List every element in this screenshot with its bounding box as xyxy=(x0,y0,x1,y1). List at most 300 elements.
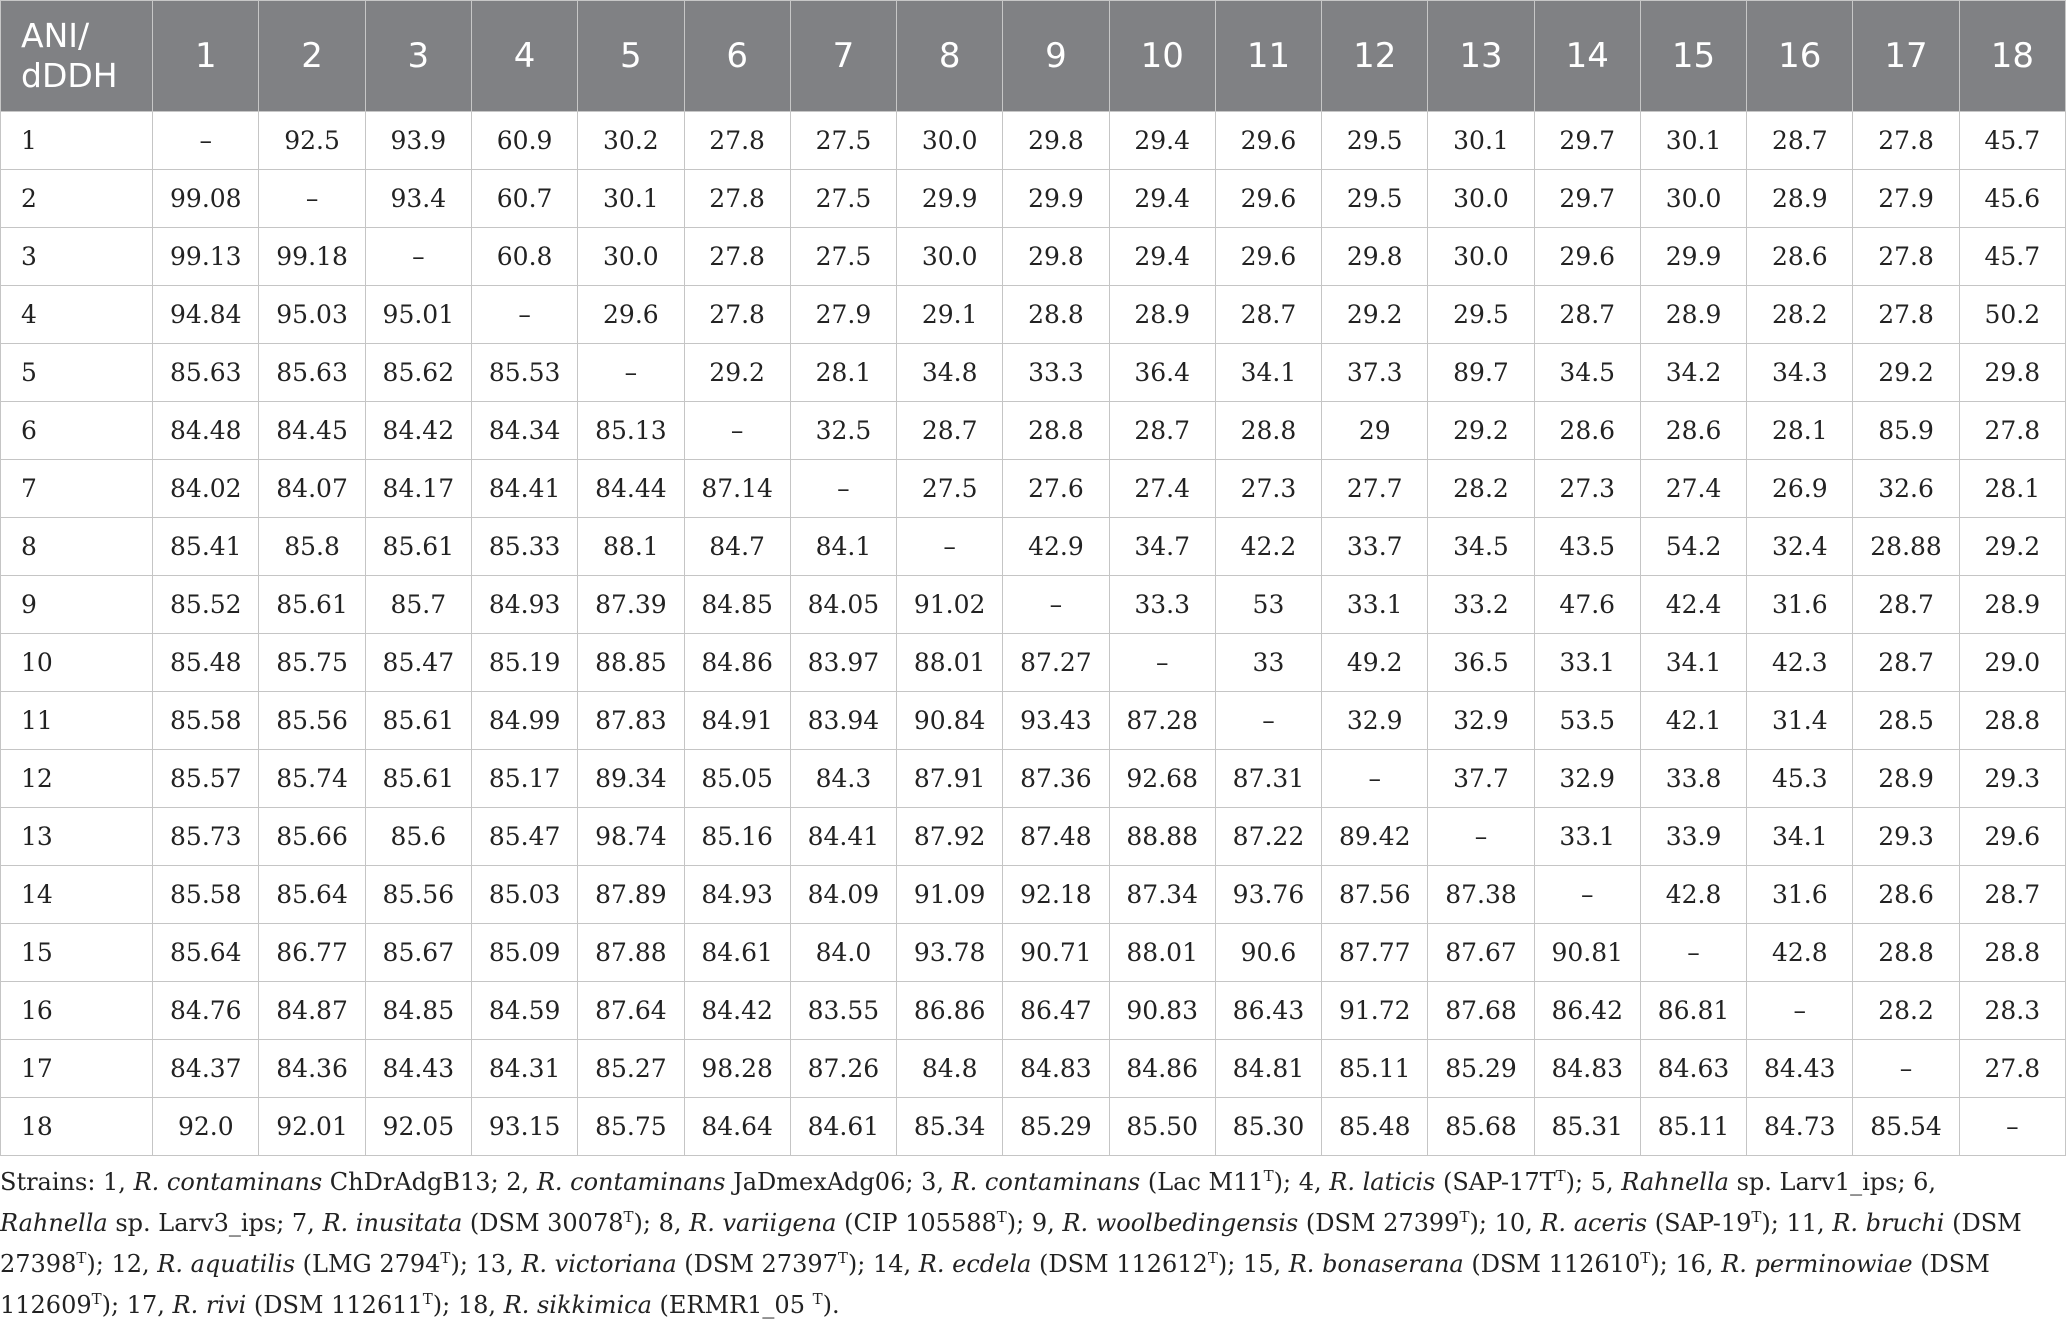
table-cell: 86.81 xyxy=(1640,982,1746,1040)
table-cell: 84.63 xyxy=(1640,1040,1746,1098)
table-cell: 29.4 xyxy=(1109,228,1215,286)
table-cell: 27.8 xyxy=(1853,286,1959,344)
table-cell: 84.93 xyxy=(684,866,790,924)
corner-header-line: ANI/ xyxy=(21,16,90,55)
strain-species: R. inusitata xyxy=(322,1209,463,1237)
table-cell: 60.9 xyxy=(471,112,577,170)
strain-id: (DSM 27398 xyxy=(0,1209,2022,1278)
table-cell: 36.4 xyxy=(1109,344,1215,402)
table-cell: 28.9 xyxy=(1640,286,1746,344)
table-cell: 45.7 xyxy=(1959,228,2065,286)
table-cell: 85.75 xyxy=(259,634,365,692)
table-row xyxy=(1,1098,2066,1156)
table-cell: 31.6 xyxy=(1747,576,1853,634)
table-cell: – xyxy=(1534,866,1640,924)
table-cell: 85.09 xyxy=(471,924,577,982)
column-header: 1 xyxy=(153,1,259,112)
table-cell: 95.03 xyxy=(259,286,365,344)
footnote-strain: 18, R. sikkimica (ERMR1_05 $^T$) xyxy=(457,1290,832,1319)
table-row xyxy=(1,750,2066,808)
strain-id: sp. Larv1_ips xyxy=(1728,1168,1898,1196)
table-cell: 84.1 xyxy=(790,518,896,576)
table-cell: 91.72 xyxy=(1322,982,1428,1040)
table-cell: 85.29 xyxy=(1428,1040,1534,1098)
table-cell: 85.62 xyxy=(365,344,471,402)
table-row xyxy=(1,866,2066,924)
strain-species: R. variigena xyxy=(689,1209,837,1237)
table-cell: 93.9 xyxy=(365,112,471,170)
table-cell: 84.99 xyxy=(471,692,577,750)
table-cell: 27.8 xyxy=(684,228,790,286)
table-cell: 29.8 xyxy=(1322,228,1428,286)
footnote-strain: 16, R. perminowiae (DSM $112609^T$) xyxy=(0,1250,1990,1319)
table-cell: 84.8 xyxy=(897,1040,1003,1098)
table-cell: 85.7 xyxy=(365,576,471,634)
table-cell: 85.03 xyxy=(471,866,577,924)
table-row xyxy=(1,460,2066,518)
column-header: 16 xyxy=(1747,1,1853,112)
strain-id: (DSM 27399 xyxy=(1298,1209,1460,1237)
table-cell: 99.13 xyxy=(153,228,259,286)
corner-header-line: dDDH xyxy=(21,56,118,95)
table-cell: 86.43 xyxy=(1215,982,1321,1040)
table-cell: 85.13 xyxy=(578,402,684,460)
strain-id: JaDmexAdg06 xyxy=(725,1168,906,1196)
strain-species: Rahnella xyxy=(0,1209,108,1237)
table-cell: 28.2 xyxy=(1853,982,1959,1040)
table-cell: 28.9 xyxy=(1747,170,1853,228)
table-row xyxy=(1,286,2066,344)
type-strain-mark: T xyxy=(91,1290,102,1308)
strain-number: 3, xyxy=(921,1168,952,1196)
table-cell: 85.63 xyxy=(259,344,365,402)
table-cell: 29.7 xyxy=(1534,112,1640,170)
header-row xyxy=(1,1,2066,112)
column-header: 3 xyxy=(365,1,471,112)
row-label: 10 xyxy=(1,634,153,692)
table-cell: 90.6 xyxy=(1215,924,1321,982)
table-cell: 29.9 xyxy=(1003,170,1109,228)
table-cell: 85.66 xyxy=(259,808,365,866)
table-cell: 29 xyxy=(1322,402,1428,460)
table-cell: 29.5 xyxy=(1322,170,1428,228)
strain-number: 2, xyxy=(506,1168,537,1196)
table-cell: 84.36 xyxy=(259,1040,365,1098)
table-cell: – xyxy=(1215,692,1321,750)
table-cell: 27.8 xyxy=(684,112,790,170)
table-cell: 86.47 xyxy=(1003,982,1109,1040)
table-cell: 90.83 xyxy=(1109,982,1215,1040)
table-cell: 27.9 xyxy=(790,286,896,344)
table-cell: 85.19 xyxy=(471,634,577,692)
table-cell: 84.7 xyxy=(684,518,790,576)
table-cell: 29.3 xyxy=(1959,750,2065,808)
table-cell: 29.6 xyxy=(1215,112,1321,170)
table-cell: 85.61 xyxy=(365,518,471,576)
table-cell: 60.7 xyxy=(471,170,577,228)
table-cell: – xyxy=(1428,808,1534,866)
table-cell: 26.9 xyxy=(1747,460,1853,518)
strain-species: R. aceris xyxy=(1540,1209,1648,1237)
table-cell: 28.9 xyxy=(1959,576,2065,634)
row-label: 6 xyxy=(1,402,153,460)
table-cell: 45.6 xyxy=(1959,170,2065,228)
row-label: 4 xyxy=(1,286,153,344)
table-cell: 27.9 xyxy=(1853,170,1959,228)
table-cell: 87.68 xyxy=(1428,982,1534,1040)
table-row xyxy=(1,634,2066,692)
strain-id: (DSM 27397 xyxy=(676,1250,838,1278)
strain-number: 11, xyxy=(1786,1209,1833,1237)
table-cell: 84.07 xyxy=(259,460,365,518)
table-cell: 84.81 xyxy=(1215,1040,1321,1098)
table-cell: 84.43 xyxy=(1747,1040,1853,1098)
table-cell: 42.4 xyxy=(1640,576,1746,634)
table-cell: 28.88 xyxy=(1853,518,1959,576)
strain-number: 13, xyxy=(475,1250,522,1278)
strain-species: R. aquatilis xyxy=(157,1250,296,1278)
strain-species: R. rivi xyxy=(172,1291,247,1319)
table-cell: 84.86 xyxy=(1109,1040,1215,1098)
table-cell: 28.1 xyxy=(790,344,896,402)
table-row xyxy=(1,112,2066,170)
strain-number: 18, xyxy=(457,1291,504,1319)
table-cell: – xyxy=(578,344,684,402)
table-cell: 28.6 xyxy=(1640,402,1746,460)
table-cell: 32.9 xyxy=(1428,692,1534,750)
table-cell: 84.0 xyxy=(790,924,896,982)
table-cell: 33.3 xyxy=(1003,344,1109,402)
table-cell: 34.1 xyxy=(1640,634,1746,692)
table-cell: 29.9 xyxy=(1640,228,1746,286)
table-cell: 30.1 xyxy=(578,170,684,228)
table-cell: 28.8 xyxy=(1003,286,1109,344)
table-cell: 98.74 xyxy=(578,808,684,866)
table-cell: 30.1 xyxy=(1428,112,1534,170)
table-cell: 85.56 xyxy=(259,692,365,750)
table-cell: 29.8 xyxy=(1003,228,1109,286)
table-cell: 42.8 xyxy=(1747,924,1853,982)
column-header: 5 xyxy=(578,1,684,112)
table-cell: 29.1 xyxy=(897,286,1003,344)
strain-id: (LMG 2794 xyxy=(295,1250,441,1278)
footnote-strain xyxy=(506,1168,905,1196)
table-cell: 28.2 xyxy=(1747,286,1853,344)
column-header: 8 xyxy=(897,1,1003,112)
table-cell: 84.44 xyxy=(578,460,684,518)
table-cell: – xyxy=(365,228,471,286)
table-cell: 87.34 xyxy=(1109,866,1215,924)
table-cell: 93.43 xyxy=(1003,692,1109,750)
table-cell: 32.9 xyxy=(1322,692,1428,750)
column-header: 7 xyxy=(790,1,896,112)
table-cell: 88.01 xyxy=(897,634,1003,692)
column-header: 13 xyxy=(1428,1,1534,112)
table-cell: 85.17 xyxy=(471,750,577,808)
table-cell: 27.8 xyxy=(684,286,790,344)
table-cell: 28.7 xyxy=(1747,112,1853,170)
footnote-strain: 11, R. bruchi (DSM $27398^T$) xyxy=(0,1209,2022,1278)
table-cell: 29.6 xyxy=(1959,808,2065,866)
table-cell: 27.3 xyxy=(1215,460,1321,518)
table-cell: 36.5 xyxy=(1428,634,1534,692)
table-cell: 28.9 xyxy=(1109,286,1215,344)
table-cell: 28.7 xyxy=(1534,286,1640,344)
row-label: 7 xyxy=(1,460,153,518)
table-cell: 30.0 xyxy=(897,228,1003,286)
table-row xyxy=(1,1040,2066,1098)
strain-number: 14, xyxy=(873,1250,919,1278)
table-cell: 29.3 xyxy=(1853,808,1959,866)
strain-species: R. bonaserana xyxy=(1288,1250,1464,1278)
table-cell: 27.5 xyxy=(790,228,896,286)
table-cell: 84.76 xyxy=(153,982,259,1040)
table-cell: – xyxy=(1747,982,1853,1040)
strain-id: (DSM 112610 xyxy=(1463,1250,1641,1278)
table-cell: 53.5 xyxy=(1534,692,1640,750)
type-strain-mark: T xyxy=(440,1249,451,1267)
table-cell: 28.1 xyxy=(1959,460,2065,518)
table-cell: 85.57 xyxy=(153,750,259,808)
strain-species: R. ecdela xyxy=(918,1250,1032,1278)
table-cell: 28.9 xyxy=(1853,750,1959,808)
table-row xyxy=(1,924,2066,982)
table-cell: 85.50 xyxy=(1109,1098,1215,1156)
footnote-prefix: Strains: xyxy=(0,1168,104,1196)
strain-number: 16, xyxy=(1675,1250,1722,1278)
table-cell: 88.01 xyxy=(1109,924,1215,982)
table-cell: 86.86 xyxy=(897,982,1003,1040)
table-cell: 85.73 xyxy=(153,808,259,866)
table-cell: 85.47 xyxy=(471,808,577,866)
type-strain-mark: T xyxy=(1207,1249,1218,1267)
table-cell: 87.89 xyxy=(578,866,684,924)
table-cell: 34.1 xyxy=(1215,344,1321,402)
table-cell: 33 xyxy=(1215,634,1321,692)
table-cell: 85.31 xyxy=(1534,1098,1640,1156)
strain-species: Rahnella xyxy=(1621,1168,1729,1196)
column-header: 12 xyxy=(1322,1,1428,112)
table-cell: 28.8 xyxy=(1215,402,1321,460)
table-cell: 84.43 xyxy=(365,1040,471,1098)
row-label: 15 xyxy=(1,924,153,982)
table-cell: 85.47 xyxy=(365,634,471,692)
row-label: 11 xyxy=(1,692,153,750)
table-cell: 84.05 xyxy=(790,576,896,634)
table-cell: 87.27 xyxy=(1003,634,1109,692)
table-cell: 87.88 xyxy=(578,924,684,982)
column-header: 6 xyxy=(684,1,790,112)
table-cell: 85.54 xyxy=(1853,1098,1959,1156)
table-cell: 84.93 xyxy=(471,576,577,634)
footnote-strain: 10, R. aceris $(SAP-19^T)$ xyxy=(1494,1208,1771,1237)
strain-number: 10, xyxy=(1494,1209,1541,1237)
table-cell: 29.8 xyxy=(1959,344,2065,402)
table-cell: 92.0 xyxy=(153,1098,259,1156)
table-cell: 87.39 xyxy=(578,576,684,634)
table-cell: 33.8 xyxy=(1640,750,1746,808)
table-cell: 86.42 xyxy=(1534,982,1640,1040)
table-cell: 85.27 xyxy=(578,1040,684,1098)
footnote-strain: 15, R. bonaserana (DSM $112610^T$) xyxy=(1242,1249,1660,1278)
table-cell: 28.7 xyxy=(1215,286,1321,344)
strain-id: (DSM 112609 xyxy=(0,1250,1990,1319)
table-cell: 89.42 xyxy=(1322,808,1428,866)
table-cell: 85.41 xyxy=(153,518,259,576)
table-cell: 33.2 xyxy=(1428,576,1534,634)
table-cell: 28.8 xyxy=(1003,402,1109,460)
table-cell: 27.7 xyxy=(1322,460,1428,518)
strain-species: R. contaminans xyxy=(536,1168,726,1196)
table-cell: 27.6 xyxy=(1003,460,1109,518)
table-cell: 84.09 xyxy=(790,866,896,924)
table-cell: 45.7 xyxy=(1959,112,2065,170)
table-cell: 32.6 xyxy=(1853,460,1959,518)
column-header: 11 xyxy=(1215,1,1321,112)
strain-id: (DSM 112611 xyxy=(246,1291,423,1319)
table-cell: 84.42 xyxy=(365,402,471,460)
footnote-strain: 3, R. contaminans (Lac $M11^T$) xyxy=(921,1167,1284,1196)
table-cell: 84.59 xyxy=(471,982,577,1040)
table-cell: – xyxy=(1003,576,1109,634)
row-label: 16 xyxy=(1,982,153,1040)
table-cell: 34.3 xyxy=(1747,344,1853,402)
table-cell: 86.77 xyxy=(259,924,365,982)
strain-number: 4, xyxy=(1298,1168,1330,1196)
table-cell: 87.31 xyxy=(1215,750,1321,808)
table-cell: 30.0 xyxy=(897,112,1003,170)
strain-species: R. perminowiae xyxy=(1721,1250,1913,1278)
strain-id: (DSM 112612 xyxy=(1031,1250,1208,1278)
table-cell: 33.1 xyxy=(1322,576,1428,634)
table-cell: 43.5 xyxy=(1534,518,1640,576)
table-cell: 93.4 xyxy=(365,170,471,228)
strain-species: R. laticis xyxy=(1329,1168,1436,1196)
table-cell: 85.75 xyxy=(578,1098,684,1156)
table-cell: 85.48 xyxy=(153,634,259,692)
table-cell: 85.61 xyxy=(365,750,471,808)
table-cell: 87.38 xyxy=(1428,866,1534,924)
table-cell: – xyxy=(897,518,1003,576)
strain-species: R. bruchi xyxy=(1832,1209,1945,1237)
table-row xyxy=(1,402,2066,460)
table-cell: 28.8 xyxy=(1959,924,2065,982)
table-cell: 32.9 xyxy=(1534,750,1640,808)
strain-species: R. contaminans xyxy=(133,1168,323,1196)
table-cell: 84.31 xyxy=(471,1040,577,1098)
strain-id: (Lac M11 xyxy=(1140,1168,1264,1196)
strain-id: sp. Larv3_ips xyxy=(107,1209,277,1237)
table-cell: 85.29 xyxy=(1003,1098,1109,1156)
table-cell: 27.8 xyxy=(684,170,790,228)
table-cell: 29.6 xyxy=(1534,228,1640,286)
table-cell: 30.0 xyxy=(1428,228,1534,286)
table-cell: 34.8 xyxy=(897,344,1003,402)
row-label: 13 xyxy=(1,808,153,866)
strain-number: 5, xyxy=(1590,1168,1622,1196)
table-cell: 85.58 xyxy=(153,692,259,750)
type-strain-mark: T xyxy=(837,1249,848,1267)
table-cell: 87.91 xyxy=(897,750,1003,808)
table-cell: 85.64 xyxy=(153,924,259,982)
table-row xyxy=(1,170,2066,228)
table-cell: – xyxy=(259,170,365,228)
table-cell: 29.7 xyxy=(1534,170,1640,228)
strain-number: 6, xyxy=(1913,1168,1937,1196)
table-cell: 85.34 xyxy=(897,1098,1003,1156)
strain-id: (SAP-17T xyxy=(1435,1168,1556,1196)
column-header: 15 xyxy=(1640,1,1746,112)
table-cell: 29.2 xyxy=(684,344,790,402)
table-cell: 28.7 xyxy=(1853,634,1959,692)
table-cell: 84.42 xyxy=(684,982,790,1040)
table-row xyxy=(1,518,2066,576)
table-cell: 28.6 xyxy=(1747,228,1853,286)
table-cell: 84.86 xyxy=(684,634,790,692)
table-cell: 83.97 xyxy=(790,634,896,692)
type-strain-mark: T xyxy=(1555,1167,1566,1185)
row-label: 18 xyxy=(1,1098,153,1156)
table-cell: – xyxy=(684,402,790,460)
footnote-strain: 9, R. woolbedingensis (DSM $27399^T$) xyxy=(1031,1208,1479,1237)
table-cell: 37.3 xyxy=(1322,344,1428,402)
strain-number: 15, xyxy=(1242,1250,1289,1278)
table-cell: 90.84 xyxy=(897,692,1003,750)
type-strain-mark: T xyxy=(1263,1167,1274,1185)
table-cell: 87.77 xyxy=(1322,924,1428,982)
row-label: 3 xyxy=(1,228,153,286)
table-cell: 85.52 xyxy=(153,576,259,634)
column-header: 2 xyxy=(259,1,365,112)
table-cell: 34.5 xyxy=(1428,518,1534,576)
table-cell: 54.2 xyxy=(1640,518,1746,576)
table-cell: 33.1 xyxy=(1534,808,1640,866)
table-cell: 85.61 xyxy=(365,692,471,750)
table-cell: 27.8 xyxy=(1959,1040,2065,1098)
table-cell: 84.02 xyxy=(153,460,259,518)
table-cell: 89.7 xyxy=(1428,344,1534,402)
table-cell: 84.37 xyxy=(153,1040,259,1098)
table-cell: 27.4 xyxy=(1640,460,1746,518)
table-cell: 98.28 xyxy=(684,1040,790,1098)
table-cell: 34.2 xyxy=(1640,344,1746,402)
table-cell: 87.64 xyxy=(578,982,684,1040)
type-strain-mark: T xyxy=(1459,1208,1470,1226)
table-row xyxy=(1,228,2066,286)
strain-species: R. sikkimica xyxy=(503,1291,652,1319)
table-cell: 87.26 xyxy=(790,1040,896,1098)
table-cell: 88.1 xyxy=(578,518,684,576)
strain-number: 9, xyxy=(1031,1209,1063,1237)
table-cell: 27.8 xyxy=(1853,228,1959,286)
footnote-strain: 7, R. inusitata (DSM $30078^T$) xyxy=(291,1208,643,1237)
table-cell: 85.56 xyxy=(365,866,471,924)
table-cell: 87.83 xyxy=(578,692,684,750)
table-cell: 88.88 xyxy=(1109,808,1215,866)
table-cell: 84.73 xyxy=(1747,1098,1853,1156)
strain-id: (SAP-19 xyxy=(1647,1209,1752,1237)
footnote-strain: 17, R. rivi (DSM $112611^T$) xyxy=(126,1290,443,1319)
table-cell: 84.85 xyxy=(684,576,790,634)
table-cell: 30.0 xyxy=(578,228,684,286)
table-cell: 29.0 xyxy=(1959,634,2065,692)
table-cell: 85.16 xyxy=(684,808,790,866)
table-cell: 84.91 xyxy=(684,692,790,750)
table-cell: 30.0 xyxy=(1640,170,1746,228)
row-label: 8 xyxy=(1,518,153,576)
table-cell: 28.7 xyxy=(1959,866,2065,924)
table-cell: 83.55 xyxy=(790,982,896,1040)
